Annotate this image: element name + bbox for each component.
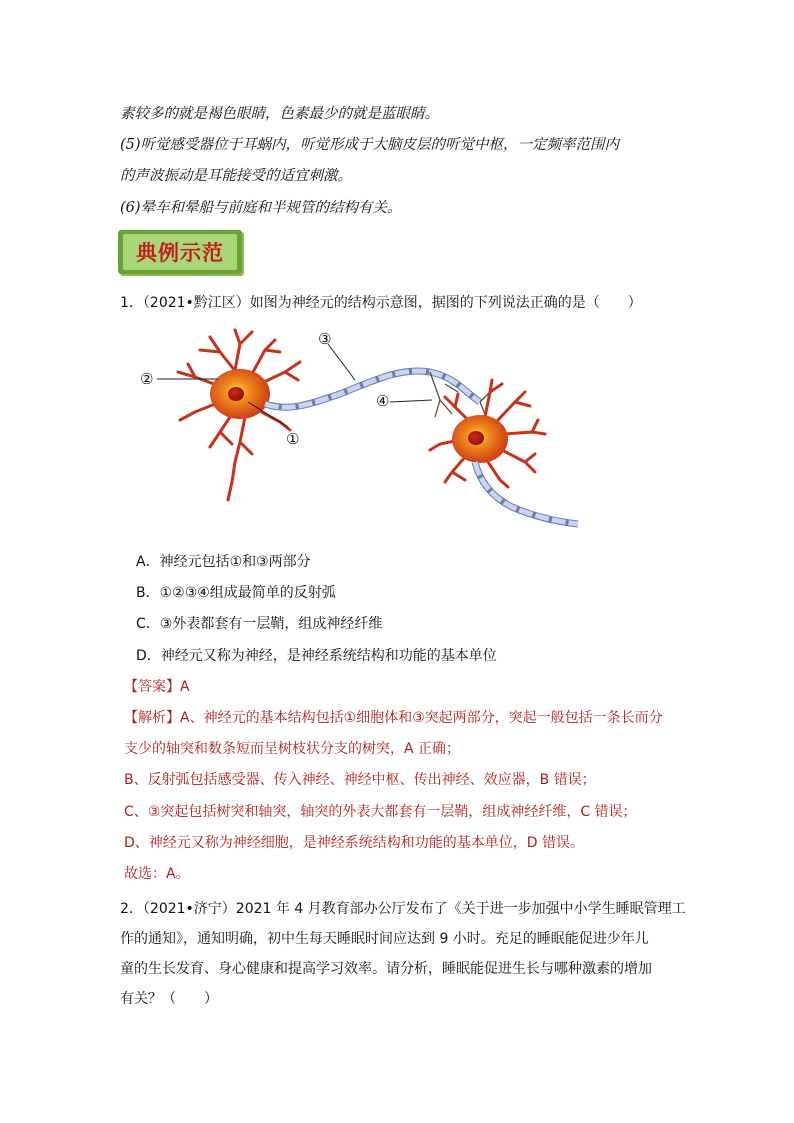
label-4: ④ (376, 392, 390, 410)
analysis-label: 【解析】 (124, 710, 180, 726)
q1-analysis-line-2: 支少的轴突和数条短而呈树枝状分支的树突，A 正确； (124, 741, 461, 757)
label-1: ① (286, 430, 300, 448)
q2-line-3: 童的生长发育、身心健康和提高学习效率。请分析，睡眠能促进生长与哪种激素的增加 (120, 961, 652, 977)
q1-option-c: C．③外表都套有一层鞘，组成神经纤维 (136, 616, 383, 632)
section-badge-label: 典例示范 (136, 240, 224, 265)
intro-line-3: 的声波振动是耳能接受的适宜刺激。 (120, 168, 352, 184)
q1-analysis-line-3: B、反射弧包括感受器、传入神经、神经中枢、传出神经、效应器，B 错误； (124, 772, 596, 788)
section-badge (118, 230, 242, 274)
q1-analysis-conclusion: 故选：A。 (124, 866, 190, 882)
q1-analysis-line-1: 【解析】A、神经元的基本结构包括①细胞体和③突起两部分，突起一般包括一条长而分 (124, 710, 663, 726)
nucleus-left (228, 387, 244, 401)
intro-line-2: (5)听觉感受器位于耳蜗内，听觉形成于大脑皮层的听觉中枢，一定频率范围内 (120, 137, 620, 153)
intro-line-1: 素较多的就是褐色眼睛，色素最少的就是蓝眼睛。 (120, 106, 439, 122)
q2-line-2: 作的通知》，通知明确，初中生每天睡眠时间应达到 9 小时。充足的睡眠能促进少年儿 (120, 931, 649, 947)
label-2: ② (140, 370, 154, 388)
q2-line-4: 有关？（ ） (120, 991, 218, 1007)
neuron-figure (140, 322, 600, 542)
q1-option-a: A．神经元包括①和③两部分 (136, 554, 311, 570)
q1-analysis-line-4: C、③突起包括树突和轴突，轴突的外表大都套有一层鞘，组成神经纤维，C 错误； (124, 804, 637, 820)
q1-option-b: B．①②③④组成最简单的反射弧 (136, 585, 336, 601)
q2-line-1: 2．（2021•济宁）2021 年 4 月教育部办公厅发布了《关于进一步加强中小学生睡眠管理工 (120, 901, 686, 917)
q1-option-d: D．神经元又称为神经，是神经系统结构和功能的基本单位 (136, 648, 497, 664)
nucleus-right (468, 431, 484, 445)
label-3: ③ (318, 330, 332, 348)
q1-stem: 1．（2021•黔江区）如图为神经元的结构示意图，据图的下列说法正确的是（ ） (120, 295, 642, 311)
intro-line-4: (6)晕车和晕船与前庭和半规管的结构有关。 (120, 200, 402, 216)
q1-analysis-line-5: D、神经元又称为神经细胞，是神经系统结构和功能的基本单位，D 错误。 (124, 835, 585, 851)
q1-answer: 【答案】A (124, 679, 190, 695)
neuron-diagram (140, 322, 600, 542)
label-pointers (157, 344, 432, 427)
